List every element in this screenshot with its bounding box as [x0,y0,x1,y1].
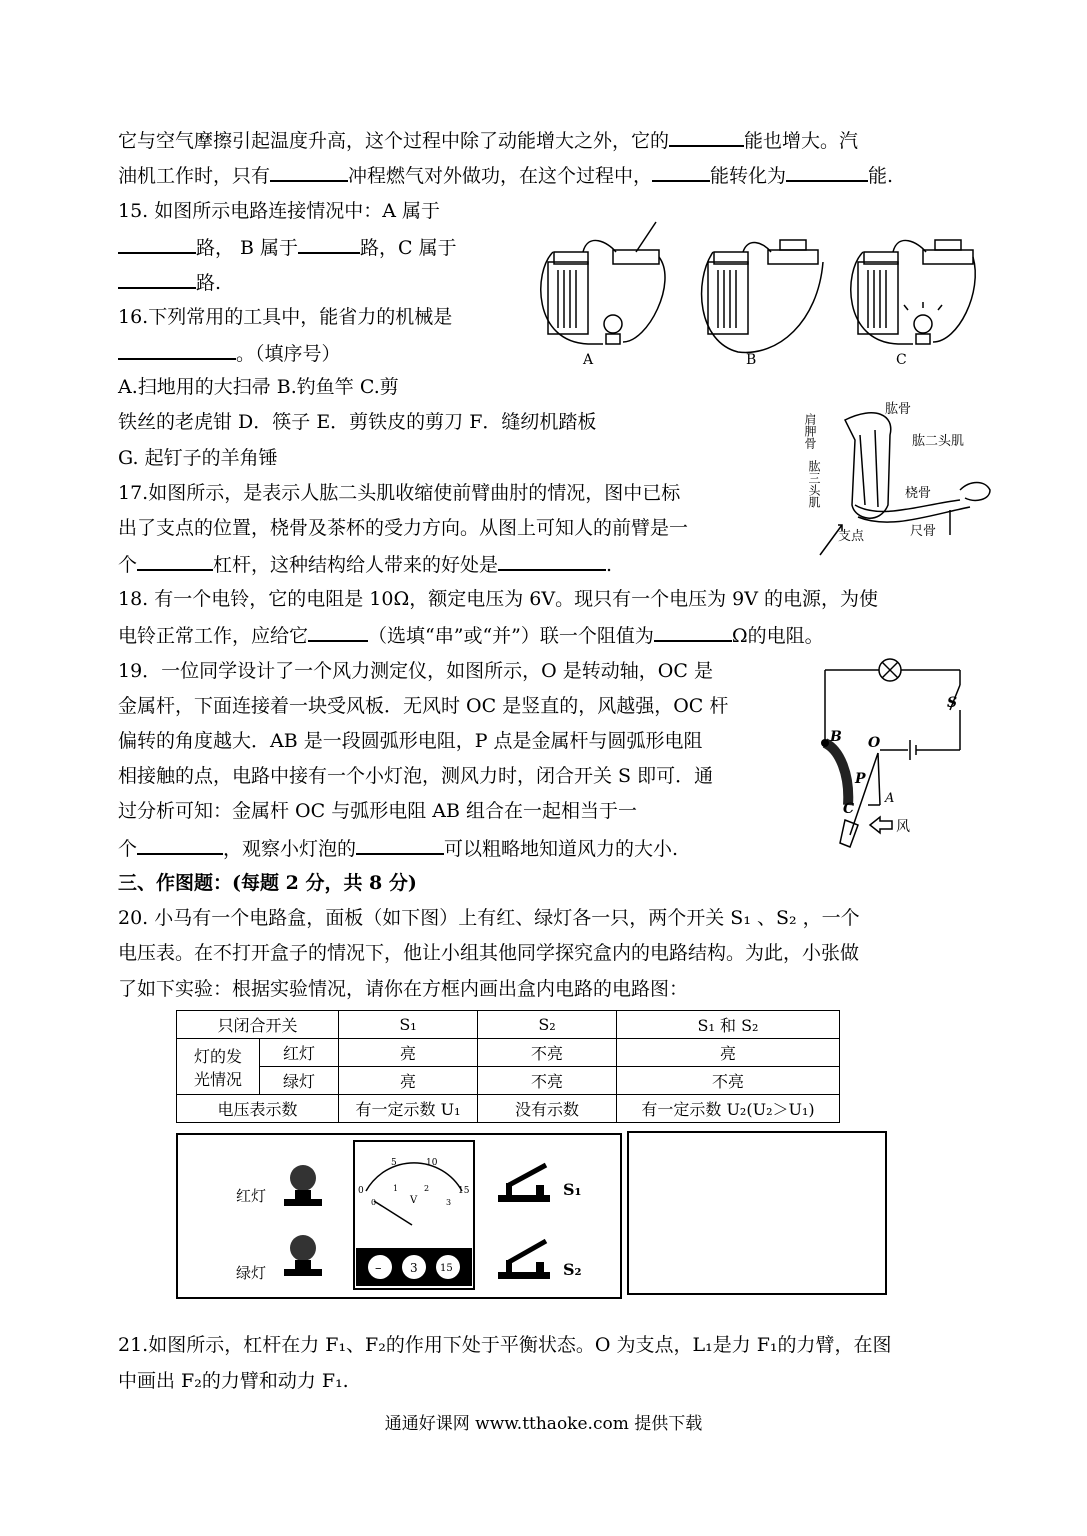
q16-line4 [118,410,596,434]
label-triceps: 肱三头肌 [807,460,821,508]
q19-line2 [118,694,728,718]
fig-label-b: B [746,352,757,368]
q16-line1 [118,305,452,329]
table-header: S₁ [339,1011,478,1039]
text: 它与空气摩擦引起温度升高，这个过程中除了动能增大之外，它的 [118,130,670,152]
switch-s1-label: S₁ [563,1180,582,1199]
text: 冲程燃气对外做功，在这个过程中， [348,165,653,187]
text: 金属杆，下面连接着一块受风板．无风时 OC 是竖直的，风越强，OC 杆 [118,695,729,717]
scale-tick: 0 [358,1186,364,1196]
q17-line3 [118,551,612,577]
label-humerus: 肱骨 [885,402,912,417]
voltmeter [354,1141,474,1289]
text: 了如下实验：根据实验情况，请你在方框内画出盒内电路的电路图： [118,978,689,1000]
text: 路， B 属于 [196,237,299,259]
q20-line1 [118,906,860,930]
page-footer: 通通好课网 www.tthaoke.com 提供下载 [384,1414,703,1434]
text: 18. 有一个电铃，它的电阻是 10Ω，额定电压为 6V。现只有一个电压为 9V 的电源，为使 [118,588,878,610]
switch-s1-icon [498,1165,550,1202]
text: 个 [118,554,138,576]
table-cell: 亮 [339,1067,478,1095]
label-shoulder: 肩胛骨 [803,413,817,449]
table-cell: 电压表示数 [177,1095,339,1123]
table-header: S₂ [478,1011,617,1039]
scale-tick: 15 [458,1186,470,1196]
circuit-box-panel [176,1133,622,1301]
label-radius: 桡骨 [905,486,932,501]
scale-tick: 10 [426,1158,438,1168]
text: 电压表。在不打开盒子的情况下，他让小组其他同学探究盒内的电路结构。为此，小张做 [118,942,860,964]
text: 过分析可知：金属杆 OC 与弧形电阻 AB 组合在一起相当于一 [118,800,637,822]
table-row [177,1095,840,1123]
table-cell: 不亮 [478,1039,617,1067]
table-cell: 有一定示数 U₁ [339,1095,478,1123]
table-cell: 绿灯 [260,1067,339,1095]
circuit-figures [528,212,978,372]
q15-line3 [118,269,221,295]
q19-line5 [118,799,637,823]
table-header: S₁ 和 S₂ [617,1011,840,1039]
answer-blank[interactable] [118,269,196,289]
terminal-label: 3 [410,1261,418,1275]
q19-line6 [118,835,678,861]
fig-label-c: C [896,352,907,368]
text: 光情况 [193,1069,242,1089]
q15-line1 [118,199,440,223]
text: 杠杆，这种结构给人带来的好处是 [213,554,499,576]
scale-tick: 0 [371,1198,377,1207]
text: A.扫地用的大扫帚 B.钓鱼竿 C.剪 [118,376,399,398]
text: 能也增大。汽 [744,130,859,152]
text: 偏转的角度越大．AB 是一段圆弧形电阻，P 点是金属杆与圆弧形电阻 [118,730,703,752]
text: 。（填序号） [236,343,341,365]
table-header-row [177,1011,840,1039]
text: 中画出 F₂的力臂和动力 F₁. [118,1370,349,1392]
answer-blank[interactable] [118,234,196,254]
switch-s2-icon [498,1241,550,1279]
text: 16.下列常用的工具中，能省力的机械是 [118,306,453,328]
answer-drawing-box[interactable] [627,1131,887,1295]
text: 铁丝的老虎钳 D．筷子 E．剪铁皮的剪刀 F．缝纫机踏板 [118,411,597,433]
text: ，观察小灯泡的 [223,838,357,860]
label-fulcrum: 支点 [838,529,865,544]
terminal-label: 15 [440,1263,453,1274]
answer-blank[interactable] [669,127,744,147]
text: 出了支点的位置，桡骨及茶杯的受力方向。从图上可知人的前臂是一 [118,517,689,539]
unit-label: V [410,1195,418,1206]
answer-blank[interactable] [118,340,236,360]
scale-tick: 1 [393,1184,399,1193]
q20-line2 [118,941,859,965]
q16-line3 [118,375,399,399]
table-cell: 不亮 [617,1067,840,1095]
wind-meter-figure [810,655,970,855]
label-p: P [855,771,866,787]
text: 路. [196,272,222,294]
q19-line3 [118,729,703,753]
scale-tick: 2 [424,1184,430,1193]
answer-blank[interactable] [137,835,223,855]
green-lamp-icon [284,1235,322,1276]
text: 个 [118,838,138,860]
q19-line4 [118,764,713,788]
label-ulna: 尺骨 [910,524,937,539]
text: . [606,554,613,576]
text: 20. 小马有一个电路盒，面板（如下图）上有红、绿灯各一只，两个开关 S₁ 、S₂ ，一个 [118,907,860,929]
label-a: A [885,791,895,806]
terminal-label: – [375,1261,382,1276]
q16-line5 [118,446,278,470]
label-biceps: 肱二头肌 [912,434,965,449]
text: 路，C 属于 [360,237,457,259]
group-label [177,1039,260,1095]
q17-line1 [118,481,680,505]
q15-line2 [118,234,457,260]
red-lamp-label: 红灯 [236,1187,267,1205]
answer-blank[interactable] [356,835,444,855]
text: 可以粗略地知道风力的大小. [444,838,679,860]
section-heading [118,871,417,895]
label-o: O [868,735,881,751]
table-row [177,1067,840,1095]
answer-blank[interactable] [654,622,732,642]
answer-blank[interactable] [786,162,868,182]
table-cell: 没有示数 [478,1095,617,1123]
answer-blank[interactable] [270,162,348,182]
q19-line1 [118,659,713,683]
q21-line1 [118,1333,892,1357]
table-cell: 亮 [339,1039,478,1067]
q18-line1 [118,587,878,611]
text: （选填“串”或“并”）联一个阻值为 [368,625,654,647]
text: Ω的电阻。 [731,625,824,647]
table-cell: 红灯 [260,1039,339,1067]
green-lamp-label: 绿灯 [236,1264,267,1282]
text: 19．一位同学设计了一个风力测定仪，如图所示，O 是转动轴，OC 是 [118,660,713,682]
q18-line2 [118,622,824,648]
fig-label-a: A [583,352,594,368]
switch-s2-label: S₂ [563,1260,582,1279]
text: 相接触的点，电路中接有一个小灯泡，测风力时，闭合开关 S 即可．通 [118,765,714,787]
text: 灯的发 [193,1046,242,1066]
answer-blank[interactable] [652,162,710,182]
text: 能. [868,165,894,187]
answer-blank[interactable] [298,234,360,254]
text: 油机工作时，只有 [118,165,271,187]
text: 三、作图题：(每题 2 分，共 8 分) [118,872,417,894]
table-header: 只闭合开关 [177,1011,339,1039]
table-row [177,1039,840,1067]
table-cell: 不亮 [478,1067,617,1095]
experiment-table [176,1010,840,1123]
text: G. 起钉子的羊角锤 [118,447,278,469]
q16-line2 [118,340,341,366]
table-cell: 亮 [617,1039,840,1067]
text: 15. 如图所示电路连接情况中：A 属于 [118,200,441,222]
red-lamp-icon [284,1165,322,1206]
text: 21.如图所示，杠杆在力 F₁、F₂的作用下处于平衡状态。O 为支点，L₁是力 F₁的力臂，在图 [118,1334,892,1356]
label-s: S [947,695,958,711]
q17-line2 [118,516,688,540]
text: 电铃正常工作，应给它 [118,625,309,647]
q14-line2 [118,162,893,188]
answer-blank[interactable] [308,622,368,642]
label-c: C [843,801,855,817]
text: 能转化为 [710,165,787,187]
q21-line2 [118,1369,349,1393]
table-cell: 有一定示数 U₂(U₂＞U₁) [617,1095,840,1123]
arm-figure [800,395,1000,565]
q20-line3 [118,977,688,1001]
scale-tick: 3 [446,1198,452,1207]
answer-blank[interactable] [137,551,213,571]
label-b: B [830,729,842,745]
label-wind: 风 [896,819,910,835]
text: 17.如图所示，是表示人肱二头肌收缩使前臂曲肘的情况，图中已标 [118,482,681,504]
answer-blank[interactable] [498,551,606,571]
q14-line1 [118,127,858,153]
scale-tick: 5 [391,1158,397,1168]
